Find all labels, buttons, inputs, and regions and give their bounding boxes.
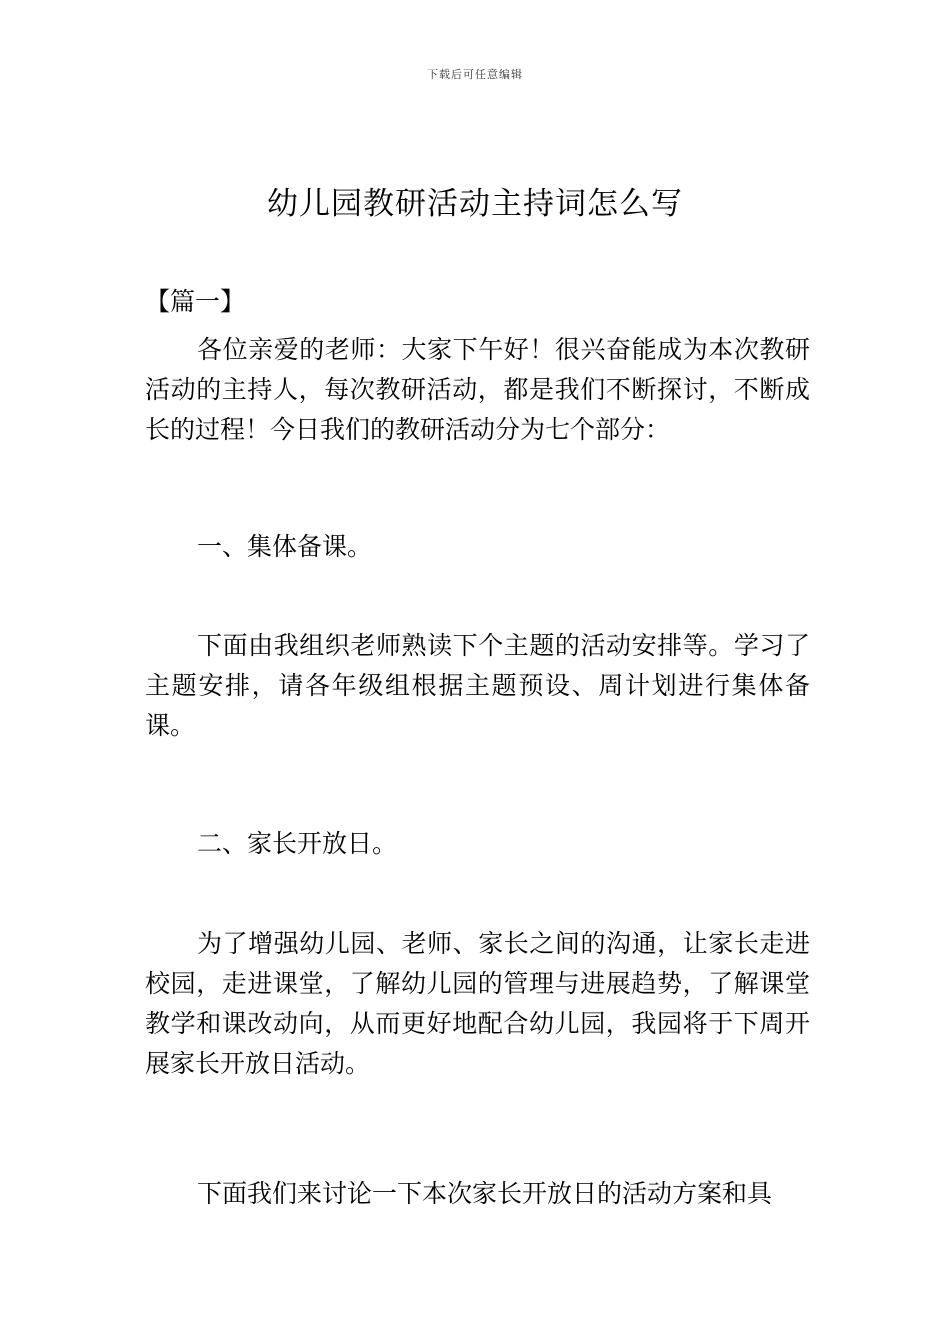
heading-part-one: 一、集体备课。 [197,532,373,561]
paragraph-lesson-prep: 下面由我组织老师熟读下个主题的活动安排等。学习了主题安排，请各年级组根据主题预设、周计划进行集体备课。 [145,631,810,740]
section-label: 【篇一】 [145,287,246,316]
paragraph-discussion: 下面我们来讨论一下本次家长开放日的活动方案和具 [197,1179,773,1208]
paragraph-greeting: 各位亲爱的老师：大家下午好！很兴奋能成为本次教研活动的主持人，每次教研活动，都是我们不断探讨，不断成长的过程！今日我们的教研活动分为七个部分： [145,335,810,444]
heading-part-two: 二、家长开放日。 [197,829,398,858]
paragraph-open-day: 为了增强幼儿园、老师、家长之间的沟通，让家长走进校园，走进课堂，了解幼儿园的管理与进展趋势，了解课堂教学和课改动向，从而更好地配合幼儿园，我园将于下周开展家长开放日活动。 [145,929,810,1078]
header-note: 下载后可任意编辑 [427,68,523,81]
page-title: 幼儿园教研活动主持词怎么写 [267,186,683,222]
